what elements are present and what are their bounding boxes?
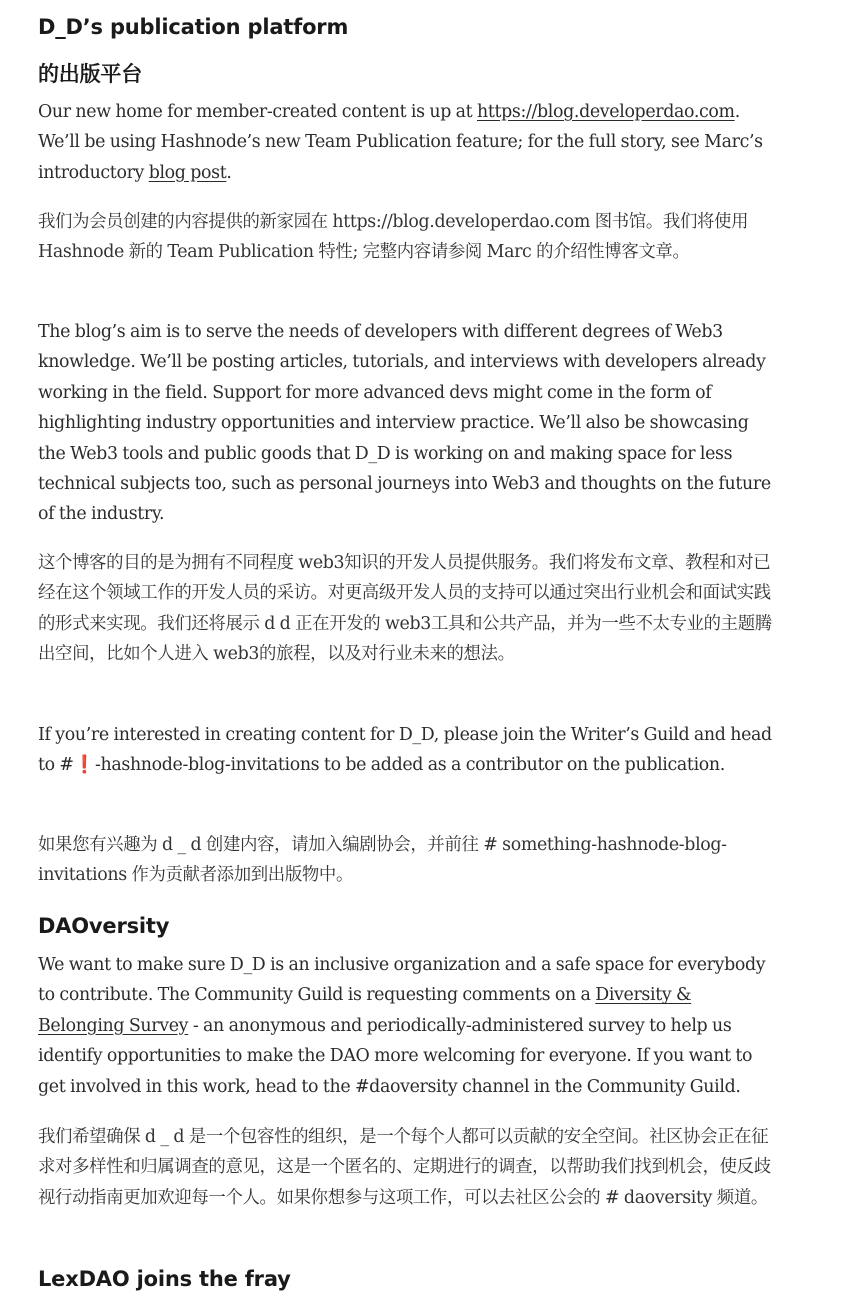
paragraph-blog-home <box>38 97 778 188</box>
section-heading-daoversity: DAOversity <box>38 914 170 938</box>
paragraph-daoversity-zh: 我们希望确保 d _ d 是一个包容性的组织，是一个每个人都可以贡献的安全空间。社区协会正在征求对多样性和归属调查的意见，这是一个匿名的、定期进行的调查，以帮助我们找到机会，使反歧视行动指南更加欢迎每一个人。如果你想参与这项工作，可以去社区公会的 # daoversity 频道。 <box>38 1127 771 1208</box>
paragraph-text: . <box>226 162 232 183</box>
section-heading-lexdao: LexDAO joins the fray <box>38 1267 291 1291</box>
paragraph-daoversity <box>38 950 778 1102</box>
paragraph-blog-aim: The blog’s aim is to serve the needs of developers with different degrees of Web3 knowledge. We’ll be posting articles, tutorials, and interviews with developers already working in the field. Support for more advanced devs might come in the form of highlighting industry opportunities and interview practice. We’ll also be showcasing the Web3 tools and public goods that D_D is working on and making space for less technical subjects too, such as personal journeys into Web3 and thoughts on the future of the industry. <box>38 322 771 525</box>
diversity-survey-link[interactable]: Diversity & Belonging Survey <box>38 985 692 1036</box>
paragraph-text: - an anonymous and periodically-administered survey to help us identify opportunities to make the DAO more welcoming for everyone. If you want to get involved in this work, head to the #daoversity channel in the Community Guild. <box>38 1015 753 1097</box>
section-heading-publication-platform: D_D’s publication platform <box>38 15 349 39</box>
paragraph-text: We want to make sure D_D is an inclusive organization and a safe space for everybody to contribute. The Community Guild is requesting comments on a <box>38 955 766 1006</box>
blog-post-link[interactable]: blog post <box>148 162 227 183</box>
paragraph-blog-home-zh: 我们为会员创建的内容提供的新家园在 https://blog.developerdao.com 图书馆。我们将使用 Hashnode 新的 Team Publication 特性; 完整内容请参阅 Marc 的介绍性博客文章。 <box>38 212 749 263</box>
paragraph-text: If you’re interested in creating content for D_D, please join the Writer’s Guild and head to # <box>38 725 772 776</box>
paragraph-text: Our new home for member-created content is up at <box>38 102 477 122</box>
blog-url-link[interactable]: https://blog.developerdao.com <box>477 102 735 122</box>
paragraph-contribute <box>38 720 778 781</box>
paragraph-text: . We’ll be using Hashnode’s new Team Publication feature; for the full story, see Marc’s introductory <box>38 102 763 183</box>
section-heading-publication-platform-zh: 的出版平台 <box>38 62 142 86</box>
paragraph-blog-aim-zh: 这个博客的目的是为拥有不同程度 web3知识的开发人员提供服务。我们将发布文章、教程和对已经在这个领域工作的开发人员的采访。对更高级开发人员的支持可以通过突出行业机会和面试实践的形式来实现。我们还将展示 d d 正在开发的 web3工具和公共产品，并为一些不太专业的主题腾出空间，比如个人进入 web3的旅程，以及对行业未来的想法。 <box>38 553 772 665</box>
paragraph-text: -hashnode-blog-invitations to be added as a contributor on the publication. <box>94 755 725 776</box>
exclamation-icon: ❗ <box>73 755 95 776</box>
paragraph-contribute-zh: 如果您有兴趣为 d _ d 创建内容，请加入编剧协会，并前往 # something-hashnode-blog-invitations 作为贡献者添加到出版物中。 <box>38 835 727 886</box>
